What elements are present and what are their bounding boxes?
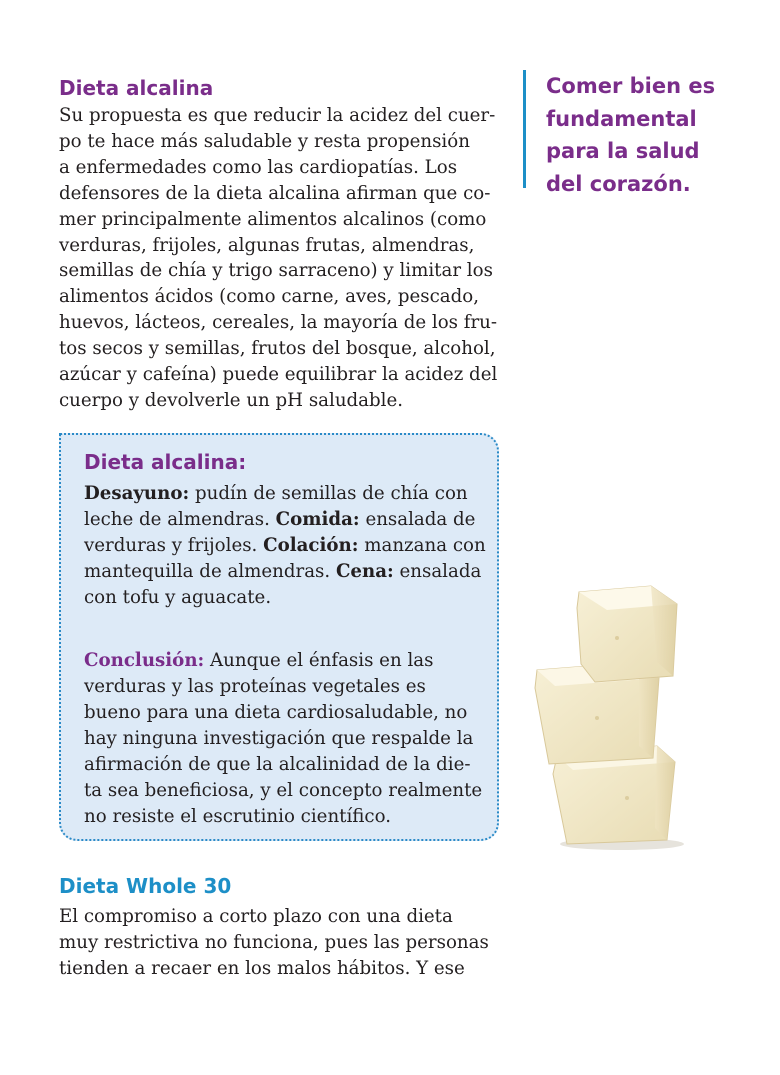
breakfast-text: pudín de semillas de chía con	[189, 483, 468, 504]
menu-text: leche de almendras.	[84, 509, 276, 530]
text-line: cuerpo y devolverle un pH saludable.	[59, 389, 404, 411]
text-line	[84, 481, 494, 507]
text-line: verduras y las proteínas vegetales es	[84, 676, 426, 697]
pull-quote-line: fundamental	[546, 106, 697, 131]
text-line: verduras, frijoles, algunas frutas, almendras,	[59, 234, 475, 256]
snack-text: manzana con	[358, 535, 486, 556]
pull-quote	[523, 70, 741, 196]
dinner-text: ensalada	[393, 561, 482, 582]
text-line: muy restrictiva no funciona, pues las personas	[59, 931, 489, 953]
text-line: semillas de chía y trigo sarraceno) y limitar los	[59, 260, 493, 282]
text-line: no resiste el escrutinio científico.	[84, 806, 392, 827]
tofu-cubes-photo	[527, 578, 687, 853]
menu-text: verduras y frijoles.	[84, 535, 264, 556]
pull-quote-text	[546, 70, 715, 200]
text-line: defensores de la dieta alcalina afirman que co-	[59, 182, 491, 204]
pull-quote-line: Comer bien es	[546, 74, 716, 98]
dinner-label: Cena:	[335, 561, 394, 582]
breakfast-label: Desayuno:	[84, 483, 190, 504]
text-line: hay ninguna investigación que respalde la	[84, 728, 474, 749]
text-line	[84, 559, 494, 585]
text-line	[84, 533, 494, 559]
box-heading: Dieta alcalina:	[84, 450, 247, 474]
text-line: po te hace más saludable y resta propensión	[59, 130, 470, 152]
snack-label: Colación:	[263, 535, 359, 556]
lunch-label: Comida:	[275, 509, 360, 530]
pull-quote-line: del corazón.	[546, 171, 691, 196]
tofu-icon	[527, 578, 687, 853]
text-line: ta sea beneficiosa, y el concepto realmente	[84, 780, 483, 801]
box-menu	[84, 481, 494, 611]
text-line: tienden a recaer en los malos hábitos. Y ese	[59, 957, 465, 979]
pull-quote-line: para la salud	[546, 139, 700, 163]
text-line: con tofu y aguacate.	[84, 587, 272, 608]
lunch-text: ensalada de	[359, 509, 476, 530]
menu-text: mantequilla de almendras.	[84, 561, 336, 582]
conclusion-text: Aunque el énfasis en las	[204, 650, 434, 671]
section-body-dieta-whole-30	[59, 904, 504, 982]
conclusion-label: Conclusión:	[84, 650, 205, 671]
text-line: Su propuesta es que reducir la acidez del cuer-	[59, 105, 496, 126]
text-line: El compromiso a corto plazo con una dieta	[59, 906, 453, 927]
text-line: bueno para una dieta cardiosaludable, no	[84, 702, 468, 723]
section-heading-dieta-whole-30: Dieta Whole 30	[59, 874, 232, 898]
box-conclusion	[84, 648, 494, 830]
text-line: alimentos ácidos (como carne, aves, pescado,	[59, 286, 480, 308]
text-line	[84, 648, 494, 674]
text-line: huevos, lácteos, cereales, la mayoría de los fru-	[59, 312, 498, 334]
sidebar-box-dieta-alcalina	[59, 433, 499, 841]
text-line: a enfermedades como las cardiopatías. Los	[59, 156, 458, 178]
section-body-dieta-alcalina	[59, 103, 504, 414]
text-line: mer principalmente alimentos alcalinos (como	[59, 208, 487, 230]
section-heading-dieta-alcalina: Dieta alcalina	[59, 76, 214, 100]
text-line: afirmación de que la alcalinidad de la die-	[84, 754, 471, 775]
text-line: azúcar y cafeína) puede equilibrar la acidez del	[59, 364, 498, 386]
text-line: tos secos y semillas, frutos del bosque, alcohol,	[59, 338, 496, 360]
text-line	[84, 507, 494, 533]
